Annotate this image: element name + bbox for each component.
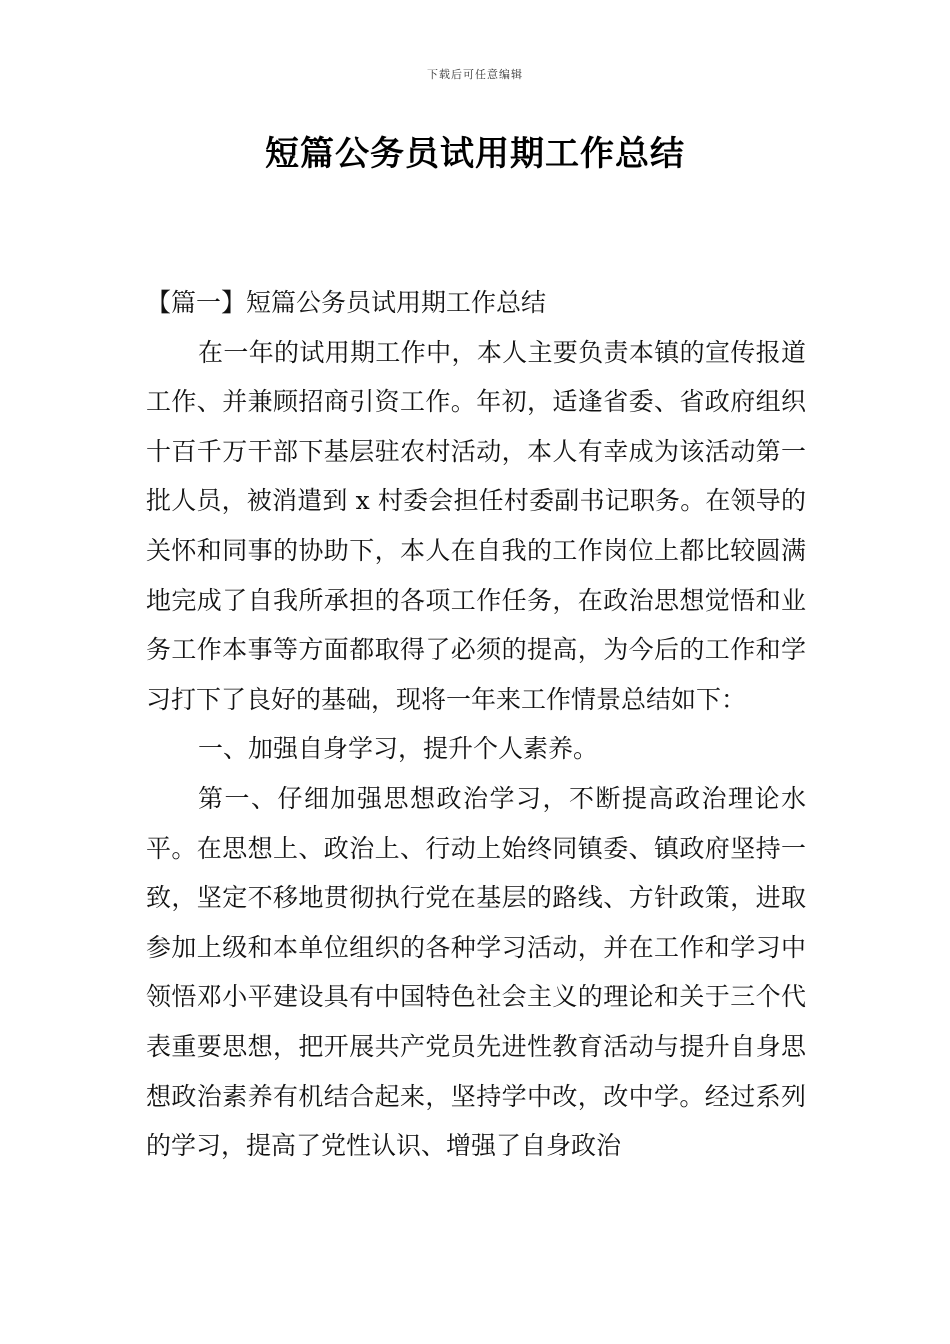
header-note: 下载后可任意编辑: [427, 68, 523, 81]
document-body: [146, 278, 806, 1171]
section-heading: 【篇一】短篇公务员试用期工作总结: [146, 288, 547, 317]
paragraph: 第一、仔细加强思想政治学习，不断提高政治理论水平。在思想上、政治上、行动上始终同镇委、镇政府坚持一致，坚定不移地贯彻执行党在基层的路线、方针政策，进取参加上级和本单位组织的各种学习活动，并在工作和学习中领悟邓小平建设具有中国特色社会主义的理论和关于三个代表重要思想，把开展共产党员先进性教育活动与提升自身思想政治素养有机结合起来，坚持学中改，改中学。经过系列的学习，提高了党性认识、增强了自身政治: [146, 783, 806, 1161]
paragraph: 在一年的试用期工作中，本人主要负责本镇的宣传报道工作、并兼顾招商引资工作。年初，适逢省委、省政府组织十百千万干部下基层驻农村活动，本人有幸成为该活动第一批人员，被消遣到 x 村委会担任村委副书记职务。在领导的关怀和同事的协助下，本人在自我的工作岗位上都比较圆满地完成了自我所承担的各项工作任务，在政治思想觉悟和业务工作本事等方面都取得了必须的提高，为今后的工作和学习打下了良好的基础，现将一年来工作情景总结如下：: [146, 337, 806, 714]
document-title: 短篇公务员试用期工作总结: [265, 134, 685, 174]
paragraph: 一、加强自身学习，提升个人素养。: [198, 734, 599, 764]
